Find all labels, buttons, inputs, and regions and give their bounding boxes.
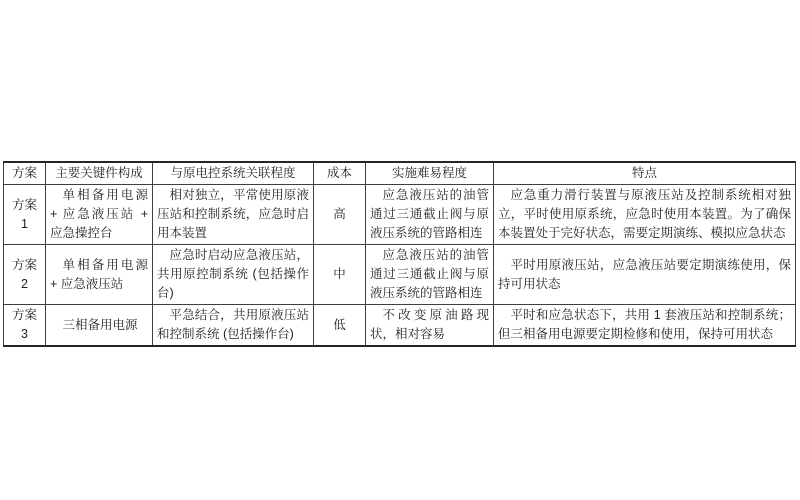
header-row [4, 162, 796, 185]
cell-cost: 中 [314, 245, 366, 305]
cell-features: 平时用原液压站，应急液压站要定期演练使用，保持可用状态 [494, 245, 796, 305]
cell-scheme: 方案 1 [4, 185, 46, 245]
cell-cost: 高 [314, 185, 366, 245]
col-header-relation: 与原电控系统关联程度 [153, 162, 314, 185]
cell-components: 单相备用电源 + 应急液压站 [46, 245, 153, 305]
cell-relation: 相对独立，平常使用原液压站和控制系统，应急时启用本装置 [153, 185, 314, 245]
cell-features: 平时和应急状态下，共用 1 套液压站和控制系统；但三相备用电源要定期检修和使用，保持可用状态 [494, 305, 796, 347]
col-header-features: 特点 [494, 162, 796, 185]
col-header-cost: 成本 [314, 162, 366, 185]
cell-relation: 应急时启动应急液压站，共用原控制系统 (包括操作台) [153, 245, 314, 305]
col-header-components: 主要关键件构成 [46, 162, 153, 185]
cell-scheme: 方案 2 [4, 245, 46, 305]
col-header-scheme: 方案 [4, 162, 46, 185]
cell-difficulty: 应急液压站的油管通过三通截止阀与原液压系统的管路相连 [366, 245, 494, 305]
cell-scheme: 方案 3 [4, 305, 46, 347]
cell-components: 单相备用电源 + 应急液压站 + 应急操控台 [46, 185, 153, 245]
table-row-scheme-3 [4, 305, 796, 347]
scheme-comparison-table [3, 161, 796, 347]
table-row-scheme-1 [4, 185, 796, 245]
table-row-scheme-2 [4, 245, 796, 305]
cell-difficulty: 不改变原油路现状，相对容易 [366, 305, 494, 347]
cell-difficulty: 应急液压站的油管通过三通截止阀与原液压系统的管路相连 [366, 185, 494, 245]
cell-cost: 低 [314, 305, 366, 347]
cell-features: 应急重力滑行装置与原液压站及控制系统相对独立，平时使用原系统，应急时使用本装置。为了确保本装置处于完好状态，需要定期演练、模拟应急状态 [494, 185, 796, 245]
cell-relation: 平急结合，共用原液压站和控制系统 (包括操作台) [153, 305, 314, 347]
col-header-difficulty: 实施难易程度 [366, 162, 494, 185]
cell-components: 三相备用电源 [46, 305, 153, 347]
